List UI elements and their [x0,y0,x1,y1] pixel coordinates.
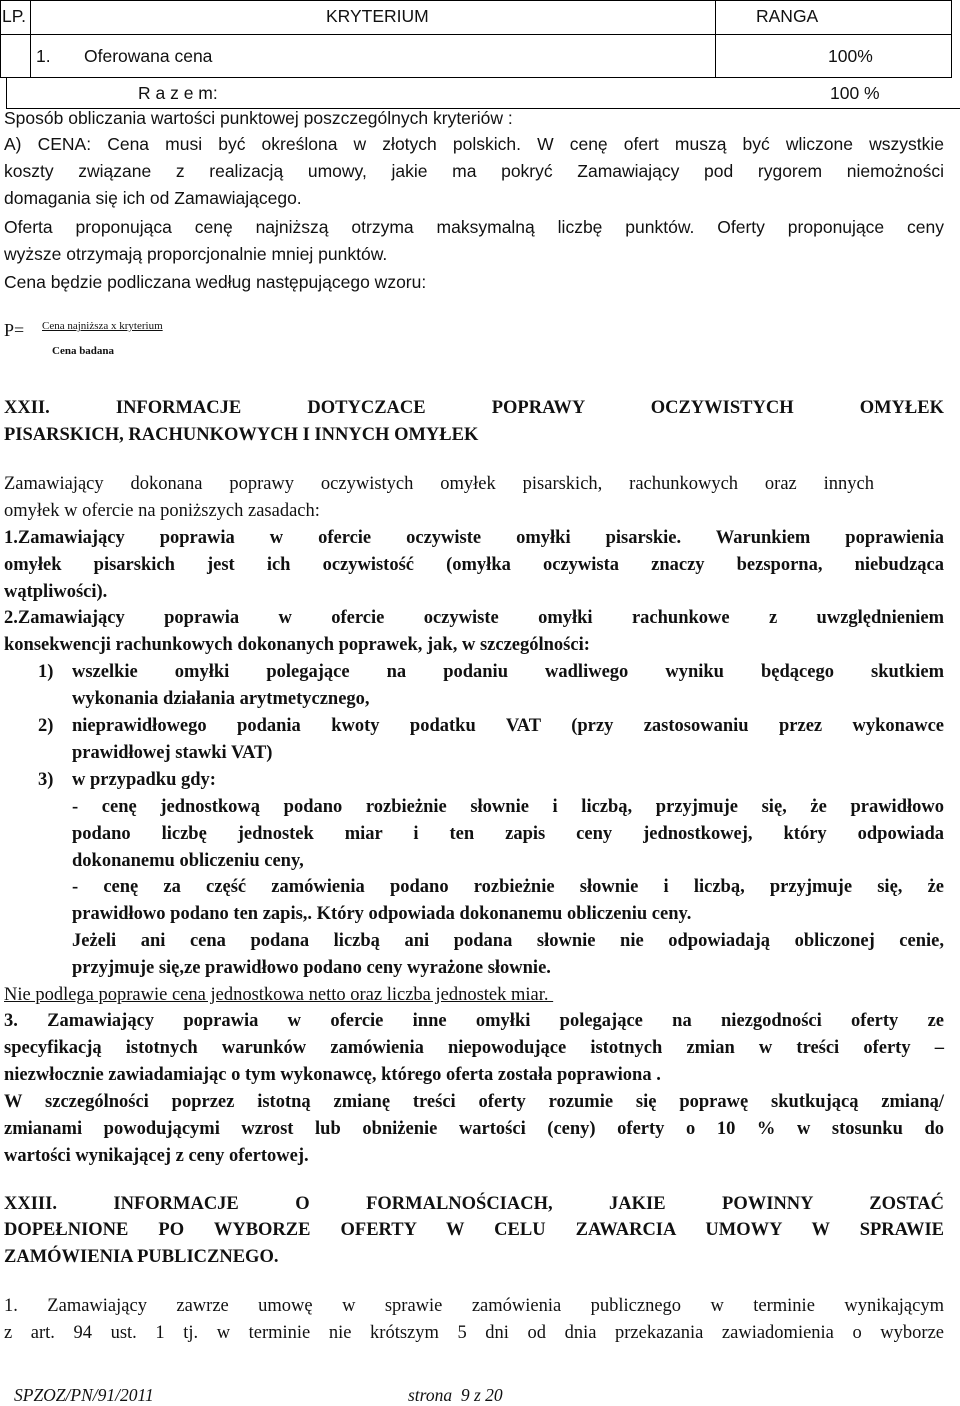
header-criterion: KRYTERIUM [326,6,429,26]
section22-intro-line2: omyłek w ofercie na poniższych zasadach: [4,501,320,521]
list-item-text-line2: wykonania działania arytmetycznego, [72,689,370,709]
list-item-text-line5: - cenę za część zamówienia podano rozbieżnie słownie i liczbą, przyjmuje się, że [72,877,944,897]
footer-doc-id: SPZOZ/PN/91/2011 [14,1385,154,1405]
section22-p3-line1: 3. Zamawiający poprawia w ofercie inne omyłki polegające na niezgodności oferty ze [4,1011,944,1031]
total-label: R a z e m: [138,83,218,103]
scoring-para-b-line2: wyższe otrzymają proporcjonalnie mniej punktów. [4,244,388,264]
header-rank: RANGA [756,6,819,26]
section22-p2-line1: 2.Zamawiający poprawia w ofercie oczywiste omyłki rachunkowe z uwzględnieniem [4,608,944,628]
list-item-text-line1: nieprawidłowego podania kwoty podatku VAT (przy zastosowaniu przez wykonawce [72,716,944,736]
list-item-text-line1: w przypadku gdy: [72,770,216,790]
scoring-para-a-line2: koszty związane z realizacją umowy, jakie ma pokryć Zamawiający pod rygorem niemożności [4,161,944,181]
section23-heading-line3: ZAMÓWIENIA PUBLICZNEGO. [4,1247,279,1267]
total-value: 100 % [830,83,880,103]
formula-lhs: P= [4,320,25,340]
list-item [38,716,944,737]
section22-p4-line3: wartości wynikającej z ceny ofertowej. [4,1146,309,1166]
scoring-intro: Sposób obliczania wartości punktowej poszczególnych kryteriów : [4,108,513,128]
no-correction-note: Nie podlega poprawie cena jednostkowa netto oraz liczba jednostek miar. [4,985,554,1005]
section22-p2-line2: konsekwencji rachunkowych dokonanych poprawek, jak, w szczególności: [4,635,590,655]
list-item-text-line2: - cenę jednostkową podano rozbieżnie słownie i liczbą, przyjmuje się, że prawidłowo [72,797,944,817]
scoring-para-a-line1: A) CENA: Cena musi być określona w złotych polskich. W cenę ofert muszą być wliczone wszystkie [4,134,944,154]
list-item-text-line8: przyjmuje się,ze prawidłowo podano ceny wyrażone słownie. [72,958,551,978]
section22-p4-line2: zmianami powodującymi wzrost lub obniżenie wartości (ceny) oferty o 10 % w stosunku do [4,1119,944,1139]
list-item [38,770,944,791]
scoring-para-c: Cena będzie podliczana według następującego wzoru: [4,272,427,292]
list-item-text-line1: wszelkie omyłki polegające na podaniu wadliwego wyniku będącego skutkiem [72,662,944,682]
section23-p1-line2: z art. 94 ust. 1 tj. w terminie nie krótszym 5 dni od dnia przekazania zawiadomienia o wyborze [4,1323,944,1343]
section22-p1-line3: wątpliwości). [4,582,108,602]
list-item-number: 3) [38,770,54,790]
header-lp: LP. [2,6,27,26]
list-item-text-line7: Jeżeli ani cena podana liczbą ani podana słownie nie odpowiadają obliczonej cenie, [72,931,944,951]
table-row [0,34,952,78]
scoring-para-b-line1: Oferta proponująca cenę najniższą otrzyma maksymalną liczbę punktów. Oferty proponujące ceny [4,217,944,237]
list-item [38,662,944,683]
section22-p3-line3: niezwłocznie zawiadamiając o tym wykonawcę, którego oferta została poprawiona . [4,1065,661,1085]
formula-numerator: Cena najniższa x kryterium [42,320,163,332]
table-total-row [0,78,960,108]
list-item-text-line3: podano liczbę jednostek miar i ten zapis ceny jednostkowej, który odpowiada [72,824,944,844]
section22-intro-line1: Zamawiający dokonana poprawy oczywistych omyłek pisarskich, rachunkowych oraz innych [4,474,874,494]
section23-heading-line2: DOPEŁNIONE PO WYBORZE OFERTY W CELU ZAWARCIA UMOWY W SPRAWIE [4,1220,944,1240]
footer-page-number: strona 9 z 20 [408,1385,503,1405]
row-rank: 100% [828,46,873,66]
criteria-table-header [0,0,952,35]
list-item-number: 1) [38,662,54,682]
section22-p3-line2: specyfikacją istotnych warunków zamówienia niepowodujące istotnych zmian w treści oferty – [4,1038,944,1058]
list-item-number: 2) [38,716,54,736]
scoring-para-a-line3: domagania się ich od Zamawiającego. [4,188,302,208]
list-item-text-line6: prawidłowo podano ten zapis,. Który odpowiada dokonanemu obliczeniu ceny. [72,904,692,924]
section23-heading-line1: XXIII. INFORMACJE O FORMALNOŚCIACH, JAKIE POWINNY ZOSTAĆ [4,1194,944,1214]
list-item-text-line4: dokonanemu obliczeniu ceny, [72,851,304,871]
row-lp: 1. [36,46,51,66]
list-item-text-line2: prawidłowej stawki VAT) [72,743,273,763]
section22-p4-line1: W szczególności poprzez istotną zmianę treści oferty rozumie się poprawę skutkującą zmianą/ [4,1092,944,1112]
section22-heading-line1: XXII. INFORMACJE DOTYCZACE POPRAWY OCZYWISTYCH OMYŁEK [4,398,944,418]
row-criterion: Oferowana cena [84,46,213,66]
section22-p1-line1: 1.Zamawiający poprawia w ofercie oczywiste omyłki pisarskie. Warunkiem poprawienia [4,528,944,548]
section23-p1-line1: 1. Zamawiający zawrze umowę w sprawie zamówienia publicznego w terminie wynikającym [4,1296,944,1316]
section22-heading-line2: PISARSKICH, RACHUNKOWYCH I INNYCH OMYŁEK [4,425,479,445]
section22-p1-line2: omyłek pisarskich jest ich oczywistość (omyłka oczywista znaczy bezsporna, niebudząca [4,555,944,575]
formula-denominator: Cena badana [52,345,115,357]
